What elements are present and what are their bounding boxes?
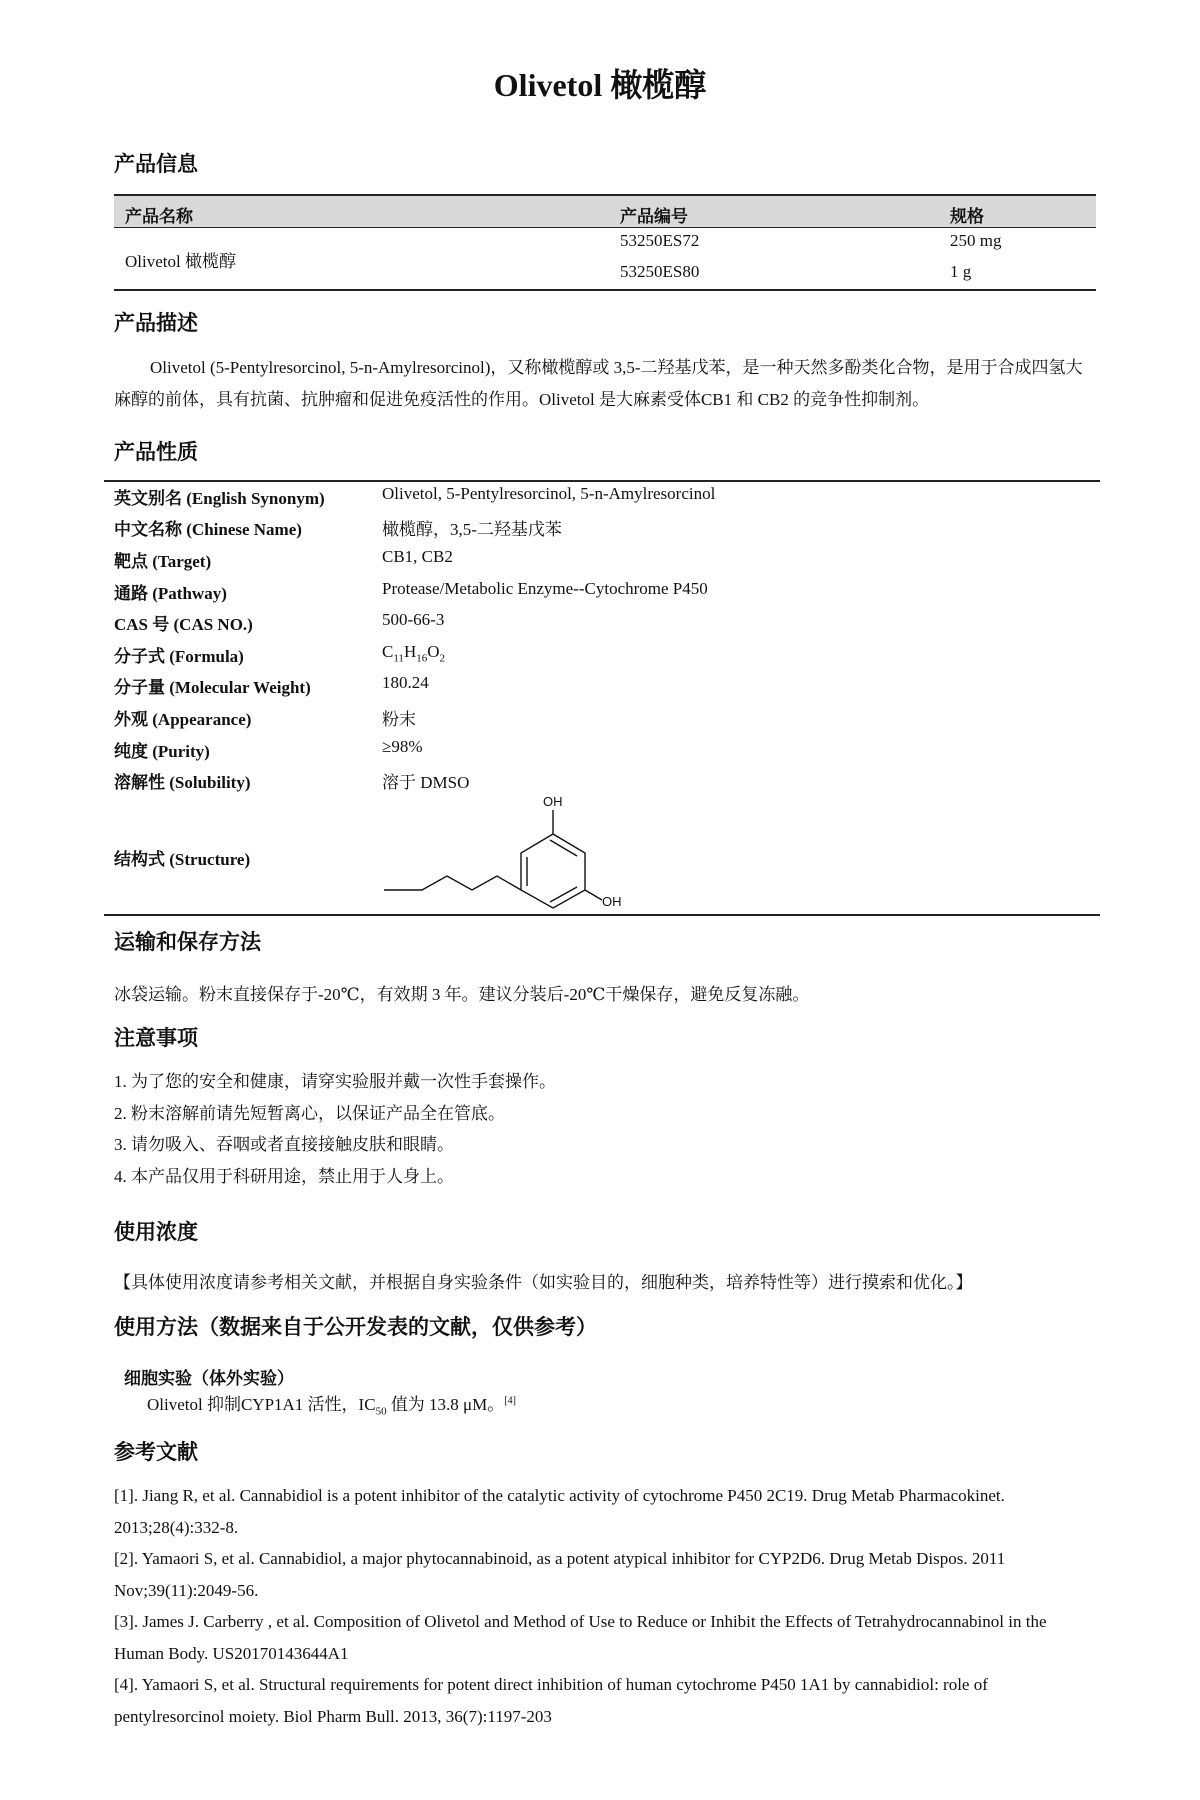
storage-text: 冰袋运输。粉末直接保存于-20℃，有效期 3 年。建议分装后-20℃干燥保存，避免反复冻融。 bbox=[114, 985, 810, 1004]
list-item: 3. 请勿吸入、吞咽或者直接接触皮肤和眼睛。 bbox=[114, 1135, 454, 1154]
concentration-text: 【具体使用浓度请参考相关文献，并根据自身实验条件（如实验目的，细胞种类，培养特性等）进行摸索和优化。】 bbox=[114, 1273, 973, 1292]
property-value: 粉末 bbox=[382, 710, 416, 729]
property-key: 靶点 (Target) bbox=[114, 552, 212, 571]
product-code-cell: 53250ES72 bbox=[620, 231, 700, 250]
formula-value: $C_{11}H_{16}O_2$ bbox=[382, 642, 445, 665]
reference-item: [2]. Yamaori S, et al. Cannabidiol, a major phytocannabinoid, as a potent atypical inhibitor for CYP2D6. Drug Metab Dispos. 2011 Nov;39(11):2049-56. bbox=[114, 1549, 1006, 1600]
section-heading-method: 使用方法（数据来自于公开发表的文献，仅供参考） bbox=[114, 1315, 597, 1339]
olivetol-structure-diagram bbox=[380, 790, 640, 910]
oh-label-bottom: OH bbox=[602, 894, 622, 909]
sub-heading-cell-experiment: 细胞实验（体外实验） bbox=[124, 1369, 294, 1389]
property-row bbox=[114, 579, 1094, 609]
property-key: 英文别名 (English Synonym) bbox=[114, 489, 325, 508]
section-heading-concentration: 使用浓度 bbox=[114, 1220, 198, 1244]
property-value: 橄榄醇，3,5-二羟基戊苯 bbox=[382, 520, 562, 539]
product-spec-cell: 250 mg bbox=[950, 231, 1002, 250]
property-value: Protease/Metabolic Enzyme--Cytochrome P450 bbox=[382, 579, 708, 598]
section-heading-properties: 产品性质 bbox=[114, 440, 198, 464]
property-key: 分子量 (Molecular Weight) bbox=[114, 678, 311, 697]
divider bbox=[104, 480, 1100, 482]
property-row bbox=[114, 547, 1094, 577]
reference-item: [3]. James J. Carberry , et al. Composition of Olivetol and Method of Use to Reduce or Inhibit the Effects of Tetrahydrocannabinol in the Human Body. US20170143644A1 bbox=[114, 1612, 1047, 1663]
property-key: 通路 (Pathway) bbox=[114, 584, 227, 603]
divider bbox=[104, 914, 1100, 916]
property-value: CB1, CB2 bbox=[382, 547, 453, 566]
oh-label-top: OH bbox=[543, 794, 563, 809]
list-item: 2. 粉末溶解前请先短暂离心，以保证产品全在管底。 bbox=[114, 1103, 505, 1123]
list-item: 4. 本产品仅用于科研用途，禁止用于人身上。 bbox=[114, 1166, 454, 1186]
table-header bbox=[114, 194, 1096, 228]
property-key: 中文名称 (Chinese Name) bbox=[114, 520, 302, 539]
property-row bbox=[114, 515, 1094, 545]
product-info-table bbox=[114, 194, 1096, 291]
property-key: 结构式 (Structure) bbox=[114, 850, 251, 869]
notice-list bbox=[114, 1066, 556, 1192]
column-header-spec: 规格 bbox=[950, 207, 984, 227]
citation-link[interactable]: [4] bbox=[504, 1395, 516, 1407]
column-header-code: 产品编号 bbox=[620, 207, 688, 227]
list-item: 1. 为了您的安全和健康，请穿实验服并戴一次性手套操作。 bbox=[114, 1072, 556, 1091]
section-heading-description: 产品描述 bbox=[114, 311, 198, 335]
oh-bond-bottom bbox=[585, 890, 602, 900]
product-code-cell: 53250ES80 bbox=[620, 262, 700, 281]
section-heading-notice: 注意事项 bbox=[114, 1026, 198, 1050]
molecule-bonds bbox=[384, 810, 602, 908]
description-text: Olivetol (5-Pentylresorcinol, 5-n-Amylresorcinol)，又称橄榄醇或 3,5-二羟基戊苯，是一种天然多酚类化合物，是用于合成四氢大麻醇的前体，具有抗菌、抗肿瘤和促进免疫活性的作用。Olivetol 是大麻素受体CB1 和 CB2 的竞争性抑制剂。 bbox=[114, 358, 1083, 409]
property-value: ≥98% bbox=[382, 737, 423, 756]
product-name-cell: Olivetol 橄榄醇 bbox=[125, 252, 236, 271]
table-body bbox=[114, 228, 1096, 291]
property-row bbox=[114, 610, 1094, 640]
property-value: 溶于 DMSO bbox=[382, 773, 470, 792]
property-value: Olivetol, 5-Pentylresorcinol, 5-n-Amylresorcinol bbox=[382, 484, 716, 503]
reference-list bbox=[114, 1480, 1074, 1732]
pentyl-chain bbox=[384, 876, 521, 890]
section-heading-references: 参考文献 bbox=[114, 1440, 198, 1464]
method-text: Olivetol 抑制CYP1A1 活性，$IC_{50}$ 值为 13.8 μM。[4] bbox=[147, 1395, 516, 1418]
product-spec-cell: 1 g bbox=[950, 262, 972, 281]
property-value: 180.24 bbox=[382, 673, 429, 692]
property-key: 纯度 (Purity) bbox=[114, 742, 210, 761]
property-value: 500-66-3 bbox=[382, 610, 445, 629]
property-key: CAS 号 (CAS NO.) bbox=[114, 615, 253, 634]
benzene-ring bbox=[521, 834, 585, 908]
property-row bbox=[114, 705, 1094, 735]
column-header-name: 产品名称 bbox=[125, 207, 193, 227]
property-row bbox=[114, 642, 1094, 672]
property-row bbox=[114, 737, 1094, 767]
property-key: 溶解性 (Solubility) bbox=[114, 773, 251, 792]
property-row bbox=[114, 673, 1094, 703]
section-heading-storage: 运输和保存方法 bbox=[114, 930, 261, 954]
property-key: 外观 (Appearance) bbox=[114, 710, 252, 729]
reference-item: [1]. Jiang R, et al. Cannabidiol is a potent inhibitor of the catalytic activity of cytochrome P450 2C19. Drug Metab Pharmacokinet. 2013;28(4):332-8. bbox=[114, 1486, 1005, 1537]
section-heading-product-info: 产品信息 bbox=[114, 152, 198, 176]
property-row bbox=[114, 484, 1094, 514]
property-key: 分子式 (Formula) bbox=[114, 647, 244, 666]
page-title: Olivetol 橄榄醇 bbox=[493, 67, 707, 103]
reference-item: [4]. Yamaori S, et al. Structural requirements for potent direct inhibition of human cytochrome P450 1A1 by cannabidiol: role of pentylresorcinol moiety. Biol Pharm Bull. 2013, 36(7):1197-203 bbox=[114, 1675, 988, 1726]
